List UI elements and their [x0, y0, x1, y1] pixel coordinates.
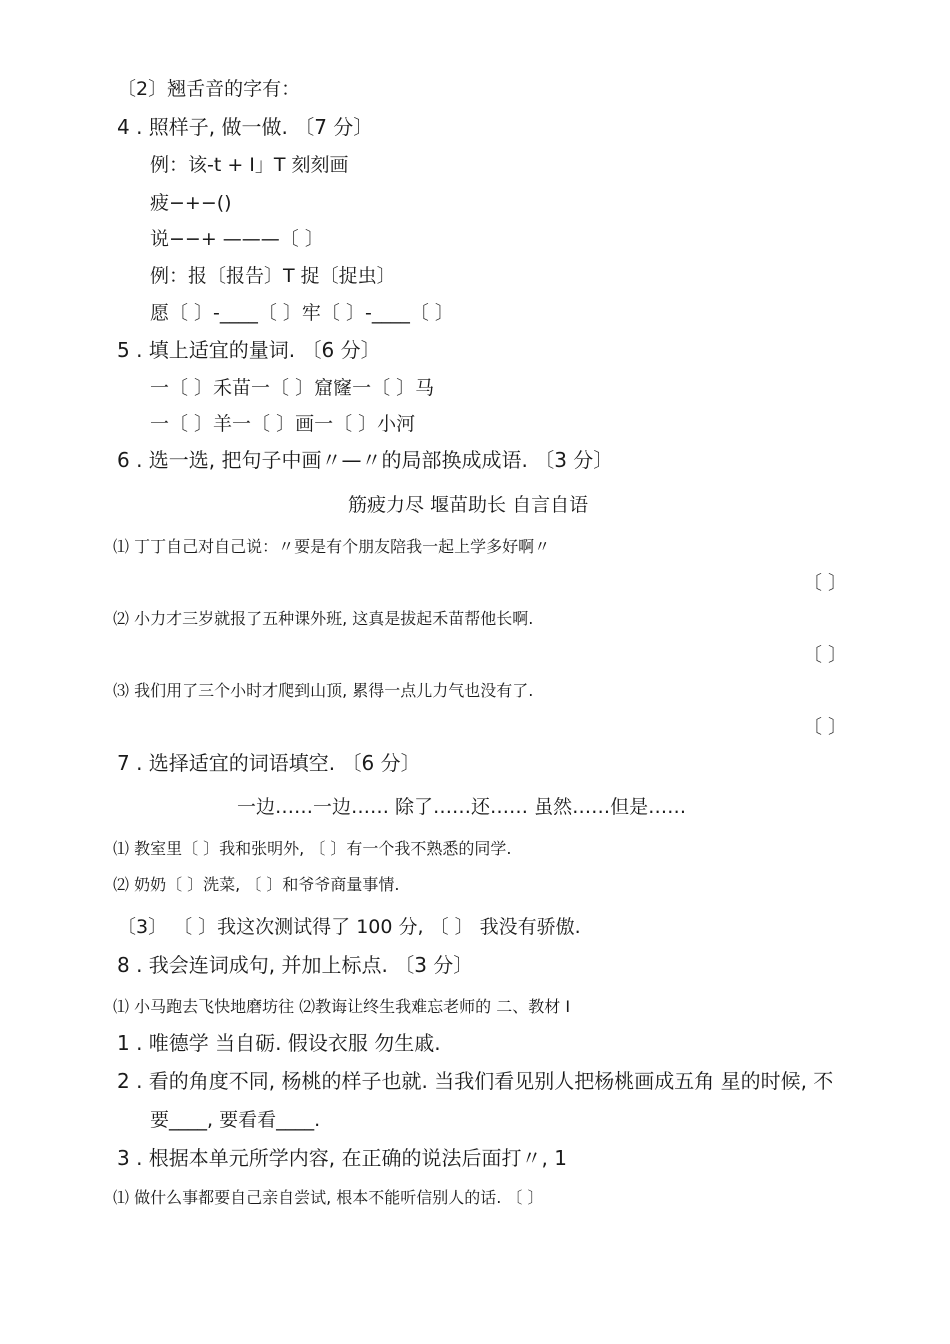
document-line: ⑶ 我们用了三个小时才爬到山顶, 累得一点儿力气也没有了.	[113, 681, 534, 700]
document-line: 筋疲力尽 堰苗助长 自言自语	[348, 494, 589, 516]
document-line: 8 . 我会连词成句, 并加上标点. 〔3 分〕	[117, 953, 474, 977]
document-line: 例：该-t + I」T 刻刻画	[150, 154, 349, 176]
document-line: 一〔 〕羊一〔 〕画一〔 〕小河	[150, 413, 416, 435]
document-line: 〔2〕翘舌音的字有：	[117, 78, 301, 100]
document-line: ⑴ 做什么事都要自己亲自尝试, 根本不能听信别人的话. 〔 〕	[113, 1188, 544, 1207]
document-line: 说−−+ ———〔 〕	[150, 228, 324, 250]
document-line: ⑴ 小马跑去飞快地磨坊往 ⑵教诲让终生我难忘老师的 二、教材 I	[113, 997, 571, 1016]
document-line: 一〔 〕禾苗一〔 〕窟窿一〔 〕马	[150, 377, 435, 399]
document-line: ⑵ 奶奶〔 〕洗菜, 〔 〕和爷爷商量事情.	[113, 875, 400, 894]
document-line: 3 . 根据本单元所学内容, 在正确的说法后面打〃, 1	[117, 1146, 567, 1170]
document-line: 要____, 要看看____.	[150, 1109, 321, 1131]
document-line: 6 . 选一选, 把句子中画〃—〃的局部换成成语. 〔3 分〕	[117, 448, 614, 472]
document-line: 疲−+−()	[150, 192, 232, 214]
document-line: 愿〔 〕-____〔 〕牢〔 〕-____〔 〕	[150, 302, 454, 324]
document-line: 〔 〕	[803, 716, 848, 738]
document-line: ⑴ 教室里〔 〕我和张明外, 〔 〕有一个我不熟悉的同学.	[113, 839, 512, 858]
document-line: ⑴ 丁丁自己对自己说：〃要是有个朋友陪我一起上学多好啊〃	[113, 537, 551, 556]
document-line: 例：报〔报告〕T 捉〔捉虫〕	[150, 265, 396, 287]
document-line: 4 . 照样子, 做一做. 〔7 分〕	[117, 115, 374, 139]
document-line: ⑵ 小力才三岁就报了五种课外班, 这真是拔起禾苗帮他长啊.	[113, 609, 534, 628]
document-line: 1 . 唯德学 当自砺. 假设衣服 勿生戚.	[117, 1031, 441, 1055]
document-line: 〔3〕 〔 〕我这次测试得了 100 分, 〔 〕 我没有骄傲.	[117, 916, 581, 938]
document-line: 〔 〕	[803, 572, 848, 594]
document-line: 7 . 选择适宜的词语填空. 〔6 分〕	[117, 751, 421, 775]
document-line: 2 . 看的角度不同, 杨桃的样子也就. 当我们看见别人把杨桃画成五角 星的时候, 不	[117, 1069, 834, 1093]
document-line: 〔 〕	[803, 644, 848, 666]
document-line: 5 . 填上适宜的量词. 〔6 分〕	[117, 338, 381, 362]
document-line: 一边……一边…… 除了……还…… 虽然……但是……	[237, 796, 687, 818]
